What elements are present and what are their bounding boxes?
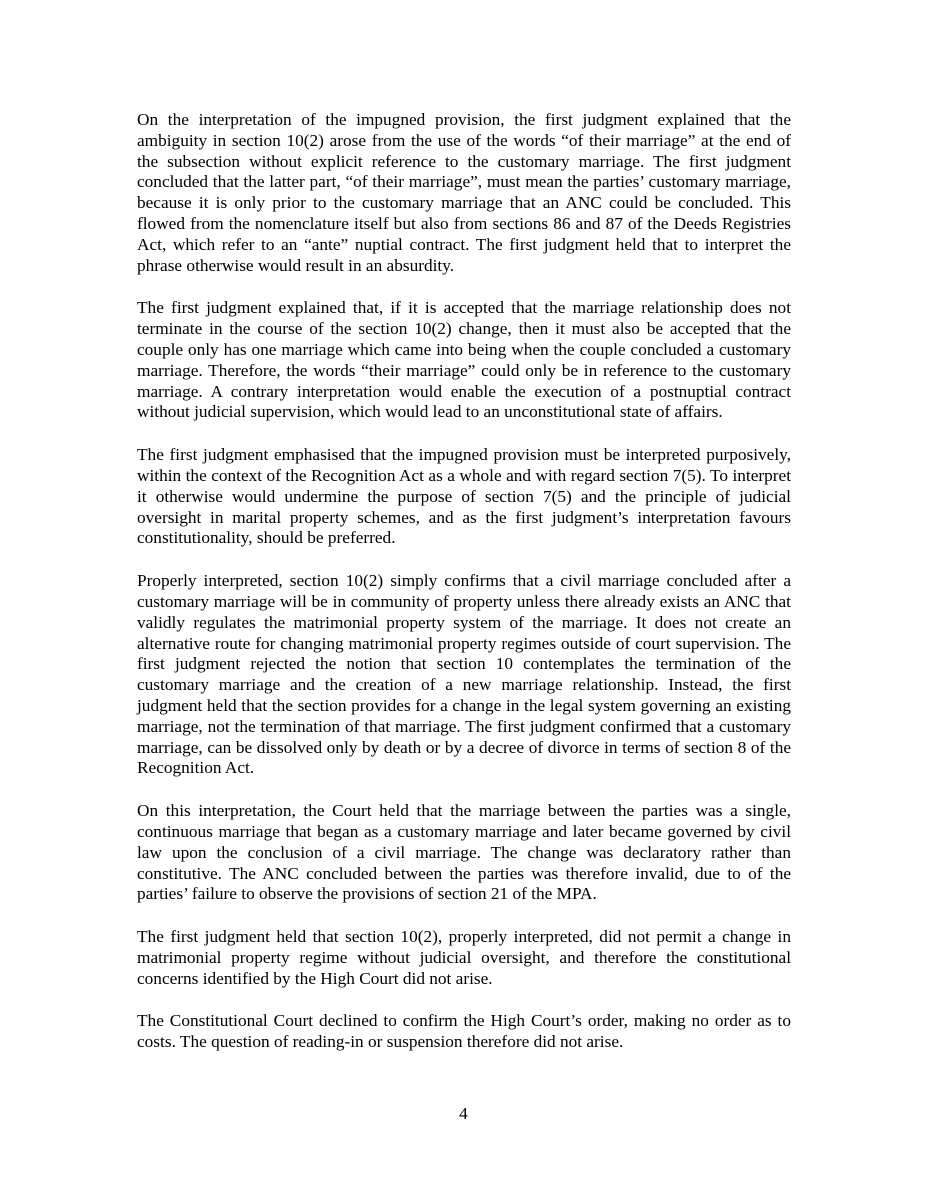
paragraph-purposive-interpretation: The first judgment emphasised that the impugned provision must be interpreted purposively, within the context of the Recognition Act as a whole and with regard section 7(5). To interpret it otherwise would undermine the purpose of section 7(5) and the principle of judicial oversight in marital property schemes, and as the first judgment’s interpretation favours constitutionality, should be preferred. <box>137 445 791 548</box>
paragraph-no-judicial-oversight: The first judgment held that section 10(2), properly interpreted, did not permit a change in matrimonial property regime without judicial oversight, and therefore the constitutional concerns identified by the High Court did not arise. <box>137 927 791 988</box>
page-number: 4 <box>459 1104 468 1123</box>
paragraph-single-marriage: The first judgment explained that, if it is accepted that the marriage relationship does not terminate in the course of the section 10(2) change, then it must also be accepted that the couple only has one marriage which came into being when the couple concluded a customary marriage. Therefore, the words “their marriage” could only be in reference to the customary marriage. A contrary interpretation would enable the execution of a postnuptial contract without judicial supervision, which would lead to an unconstitutional state of affairs. <box>137 298 791 422</box>
paragraph-interpretation-ambiguity: On the interpretation of the impugned provision, the first judgment explained that the ambiguity in section 10(2) arose from the use of the words “of their marriage” at the end of the subsection without explicit reference to the customary marriage. The first judgment concluded that the latter part, “of their marriage”, must mean the parties’ customary marriage, because it is only prior to the customary marriage that an ANC could be concluded. This flowed from the nomenclature itself but also from sections 86 and 87 of the Deeds Registries Act, which refer to an “ante” nuptial contract. The first judgment held that to interpret the phrase otherwise would result in an absurdity. <box>137 110 791 275</box>
paragraph-order: The Constitutional Court declined to confirm the High Court’s order, making no order as to costs. The question of reading-in or suspension therefore did not arise. <box>137 1011 791 1052</box>
paragraph-properly-interpreted: Properly interpreted, section 10(2) simply confirms that a civil marriage concluded after a customary marriage will be in community of property unless there already exists an ANC that validly regulates the matrimonial property system of the marriage. It does not create an alternative route for changing matrimonial property regimes outside of court supervision. The first judgment rejected the notion that section 10 contemplates the termination of the customary marriage and the creation of a new marriage relationship. Instead, the first judgment held that the section provides for a change in the legal system governing an existing marriage, not the termination of that marriage. The first judgment confirmed that a customary marriage, can be dissolved only by death or by a decree of divorce in terms of section 8 of the Recognition Act. <box>137 571 791 778</box>
document-body <box>137 110 791 1075</box>
paragraph-court-holding: On this interpretation, the Court held that the marriage between the parties was a single, continuous marriage that began as a customary marriage and later became governed by civil law upon the conclusion of a civil marriage. The change was declaratory rather than constitutive. The ANC concluded between the parties was therefore invalid, due to of the parties’ failure to observe the provisions of section 21 of the MPA. <box>137 801 791 904</box>
